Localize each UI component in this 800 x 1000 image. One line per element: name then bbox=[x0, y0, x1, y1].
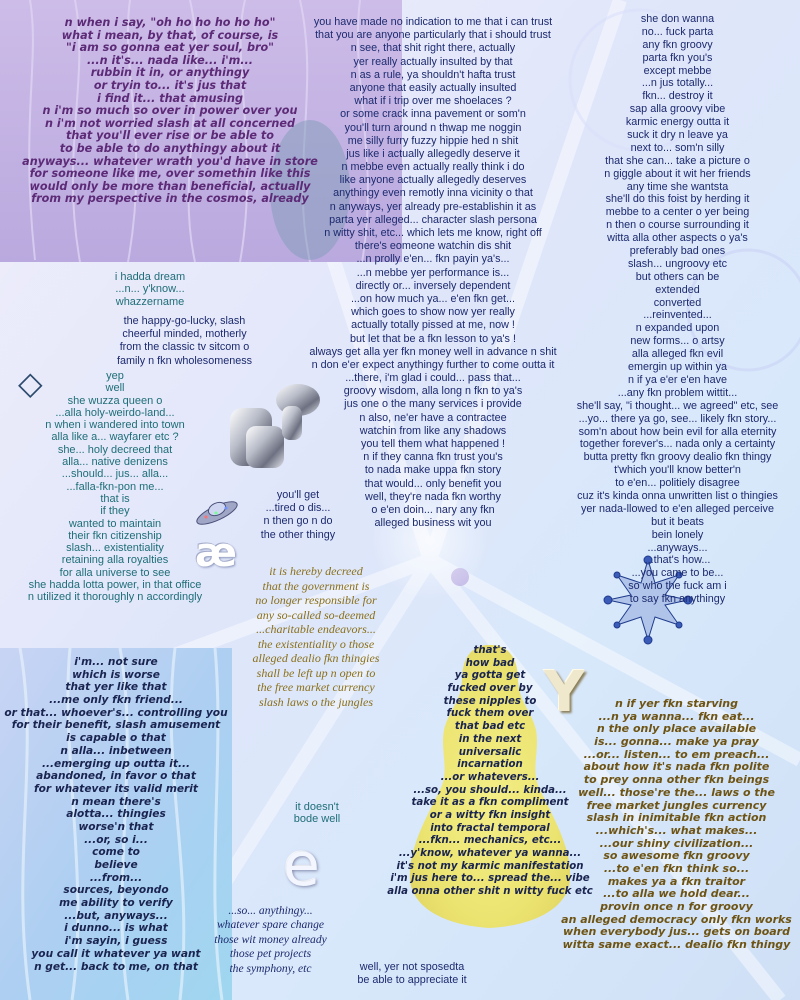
left-teal-line: ...should... jus... alla... bbox=[61, 468, 169, 481]
top-right-line: n expanded upon bbox=[635, 322, 720, 335]
bottom-left-line: worse'n that bbox=[78, 820, 154, 833]
top-center-line: there's eomeone watchin dis shit bbox=[354, 240, 512, 253]
top-right-line: n giggle about it wit her friends bbox=[604, 167, 751, 180]
top-center-line: n don e'er expect anythingy further to come outta it bbox=[311, 358, 555, 371]
buddha-line: i'm jus here to... spread the... vibe bbox=[390, 873, 590, 885]
starving-line: ...or... listen... to em preach... bbox=[583, 747, 770, 761]
top-center-line: which goes to show now yer really bbox=[351, 306, 515, 319]
bottom-left-line: which is worse bbox=[72, 668, 160, 681]
starving-line: an alleged democracy only fkn works bbox=[561, 912, 792, 926]
left-teal-line: yep bbox=[106, 370, 124, 382]
left-teal-line: their fkn citizenship bbox=[68, 529, 162, 542]
buddha-line: ya gotta get bbox=[454, 670, 526, 682]
top-right-line: next to... som'n silly bbox=[630, 141, 725, 154]
buddha-line: it's not my karmic manifestation bbox=[396, 860, 584, 872]
spare-change-line: the symphony, etc bbox=[229, 961, 312, 975]
buddha-line: or a witty fkn insight bbox=[429, 809, 551, 821]
top-right-line: som'n about how bein evil for alla eternity bbox=[578, 425, 777, 438]
top-left-line: would only be more than beneficial, actually bbox=[29, 179, 311, 193]
starving-line: when everybody jus... gets on board bbox=[563, 925, 790, 939]
top-left-line: from my perspective in the cosmos, already bbox=[31, 192, 309, 206]
top-center-line: but let that be a fkn lesson to ya's ! bbox=[350, 332, 516, 345]
starving-line: makes ya a fkn traitor bbox=[607, 874, 746, 888]
top-right-line: any fkn groovy bbox=[642, 38, 713, 51]
decree-line: the free market currency bbox=[257, 680, 375, 694]
top-center-line: yer really actually insulted by that bbox=[353, 55, 513, 68]
top-center-line: that you are anyone particularly that i should trust bbox=[315, 29, 551, 42]
bottom-left-line: i'm sayin, i guess bbox=[64, 935, 168, 948]
left-teal-line: wanted to maintain bbox=[68, 517, 162, 530]
top-center-line: n witty shit, etc... which lets me know, right off bbox=[324, 227, 542, 239]
block-youll-get bbox=[248, 490, 348, 543]
starving-line: n if yer fkn starving bbox=[615, 697, 738, 710]
top-right-line: ...n jus totally... bbox=[641, 77, 714, 90]
block-she-dont-wanna bbox=[555, 14, 800, 607]
bottom-left-line: me ability to verify bbox=[59, 897, 173, 910]
spare-change-line: whatever spare change bbox=[216, 918, 325, 932]
bottom-left-line: ...emerging up outta it... bbox=[41, 757, 191, 770]
decree-line: shall be left up n open to bbox=[256, 665, 376, 680]
top-center-line: jus one o the many services i provide bbox=[344, 398, 522, 411]
dream-navy-line: cheerful minded, motherly bbox=[122, 328, 247, 341]
top-left-line: ...n it's... nada like... i'm... bbox=[86, 53, 254, 67]
top-right-line: but others can be bbox=[635, 270, 720, 283]
starving-line: ...to alla we hold dear... bbox=[603, 887, 750, 901]
starving-line: is... gonna... make ya pray bbox=[594, 735, 759, 749]
top-left-line: n i'm so much so over in power over you bbox=[42, 104, 298, 118]
left-teal-line: n when i wandered into town bbox=[45, 419, 185, 432]
top-center-line: directly or... inversely dependent bbox=[355, 279, 511, 292]
decree-line: no longer responsible for bbox=[255, 593, 377, 607]
bottom-left-line: for whatever its valid merit bbox=[34, 782, 198, 795]
top-center-line: watchin from like any shadows bbox=[359, 424, 507, 437]
youll-get-line: you'll get bbox=[276, 489, 320, 501]
block-not-sposed bbox=[342, 962, 482, 988]
bottom-left-line: abandoned, in favor o that bbox=[36, 770, 196, 783]
left-teal-line: for alla universe to see bbox=[59, 566, 171, 579]
dream-teal-line: whazzername bbox=[115, 295, 185, 308]
top-right-line: to say fkn anythingy bbox=[629, 593, 726, 606]
top-center-line: that would... only benefit you bbox=[364, 477, 502, 490]
top-left-line: i find it... that amusing bbox=[97, 91, 243, 105]
block-trust bbox=[288, 17, 578, 531]
bottom-left-line: alotta... thingies bbox=[66, 808, 166, 821]
top-center-line: you tell them what happened ! bbox=[360, 438, 506, 450]
left-teal-line: ...falla-fkn-pon me... bbox=[66, 480, 164, 493]
diamond-icon: ◇ bbox=[18, 364, 43, 402]
top-center-line: n see, that shit right there, actually bbox=[350, 42, 516, 55]
top-left-line: what i mean, by that, of course, is bbox=[61, 28, 279, 42]
bottom-left-line: ...or, so i... bbox=[84, 833, 148, 846]
decree-line: it is hereby decreed bbox=[269, 564, 363, 578]
top-center-line: groovy wisdom, alla long n fkn to ya's bbox=[343, 385, 523, 398]
youll-get-line: the other thingy bbox=[260, 528, 336, 541]
bottom-left-line: ...from... bbox=[89, 871, 143, 884]
top-center-line: what if i trip over me shoelaces ? bbox=[354, 95, 512, 108]
bottom-left-line: i'm... not sure bbox=[74, 656, 158, 668]
spare-change-line: ...so... anythingy... bbox=[228, 904, 313, 917]
top-right-line: except mebbe bbox=[643, 64, 712, 77]
left-teal-line: she wuzza queen o bbox=[67, 394, 163, 407]
decree-line: the existentiality o those bbox=[257, 636, 375, 651]
top-right-line: fkn... destroy it bbox=[642, 90, 713, 103]
top-right-line: cuz it's kinda onna unwritten list o thingies bbox=[577, 489, 778, 502]
top-right-line: preferably bad ones bbox=[629, 245, 726, 258]
dream-navy-line: family n fkn wholesomeness bbox=[116, 354, 253, 367]
not-sposed-line: well, yer not sposedta bbox=[359, 961, 465, 973]
top-center-line: jus like i actually allegedly deserve it bbox=[346, 147, 520, 160]
top-right-line: ...reinvented... bbox=[643, 309, 712, 322]
top-right-line: but it beats bbox=[651, 515, 704, 528]
block-sitcom bbox=[97, 316, 272, 369]
top-center-line: n if they canna fkn trust you's bbox=[363, 451, 503, 464]
ae-glyph: æ bbox=[195, 530, 237, 576]
buddha-line: fuck them over bbox=[446, 708, 534, 720]
youll-get-line: ...tired o dis... bbox=[265, 502, 331, 515]
buddha-line: ...so, you should... kinda... bbox=[413, 784, 567, 796]
left-teal-line: n utilized it thoroughly n accordingly bbox=[27, 591, 203, 604]
buddha-line: incarnation bbox=[457, 759, 523, 771]
left-teal-line: retaining alla royalties bbox=[61, 554, 169, 567]
starving-line: witta same exact... dealio fkn thingy bbox=[562, 938, 791, 952]
top-right-line: bein lonely bbox=[651, 528, 704, 541]
starving-line: ...n ya wanna... fkn eat... bbox=[598, 709, 755, 723]
buddha-line: universalic bbox=[458, 746, 522, 758]
top-center-line: n as a rule, ya shouldn't hafta trust bbox=[350, 68, 516, 81]
top-center-line: parta yer alleged... character slash persona bbox=[329, 213, 537, 226]
bode-line: it doesn't bbox=[295, 801, 339, 813]
top-left-line: that you'll ever rise or be able to bbox=[66, 129, 274, 143]
starving-line: free market jungles currency bbox=[586, 798, 767, 812]
bottom-left-line: ...me only fkn friend... bbox=[49, 694, 183, 707]
starving-line: slash in inimitable fkn action bbox=[586, 811, 767, 825]
buddha-line: ...y'know, whatever ya wanna... bbox=[398, 848, 582, 859]
decree-line: alleged dealio fkn thingies bbox=[252, 651, 380, 665]
top-center-line: actually totally pissed at me, now ! bbox=[351, 319, 515, 332]
top-right-line: ...anyways... bbox=[647, 541, 708, 554]
block-dream bbox=[80, 272, 220, 309]
top-center-line: me silly furry fuzzy hippie hed n shit bbox=[347, 134, 519, 147]
block-spare-change bbox=[188, 905, 353, 977]
y-glyph: Y bbox=[544, 660, 585, 725]
top-right-line: ...you came to be... bbox=[631, 567, 724, 580]
starving-line: ...to e'en fkn think so... bbox=[603, 861, 750, 875]
top-right-line: butta pretty fkn groovy dealio fkn thingy bbox=[583, 451, 772, 464]
buddha-line: how bad bbox=[465, 657, 515, 669]
top-right-line: converted bbox=[653, 296, 702, 309]
top-right-line: ...that's how... bbox=[644, 554, 711, 567]
buddha-line: take it as a fkn compliment bbox=[411, 797, 569, 809]
buddha-line: these nipples to bbox=[443, 695, 537, 707]
top-center-line: well, they're nada fkn worthy bbox=[365, 490, 501, 503]
buddha-line: into fractal temporal bbox=[430, 822, 550, 834]
block-starving bbox=[553, 698, 800, 952]
starving-line: provin once n for groovy bbox=[600, 900, 753, 913]
top-center-line: or some crack inna pavement or som'n bbox=[340, 108, 526, 121]
top-right-line: no... fuck parta bbox=[641, 25, 714, 38]
left-teal-line: well bbox=[105, 382, 125, 395]
starving-line: well... those're the... laws o the bbox=[578, 785, 775, 799]
not-sposed-line: be able to appreciate it bbox=[357, 974, 467, 987]
bottom-left-line: believe bbox=[94, 859, 138, 871]
top-right-line: any time she wantsta bbox=[626, 180, 729, 193]
buddha-line: in the next bbox=[458, 733, 522, 745]
bottom-left-line: n alla... inbetween bbox=[60, 744, 172, 757]
dream-teal-line: ...n... y'know... bbox=[115, 283, 185, 296]
top-right-line: to e'en... politiely disagree bbox=[615, 477, 740, 490]
top-center-line: n mebbe even actually really think i do bbox=[341, 161, 525, 174]
starving-line: n the only place available bbox=[596, 722, 757, 736]
top-right-line: t'which you'll know better'n bbox=[614, 464, 741, 477]
top-right-line: new forms... o artsy bbox=[630, 335, 725, 348]
left-teal-line: slash... existentiality bbox=[66, 542, 164, 555]
left-teal-line: if they bbox=[100, 505, 130, 518]
top-center-line: n also, ne'er have a contractee bbox=[359, 411, 507, 424]
starving-line: so awesome fkn groovy bbox=[603, 849, 750, 863]
bottom-left-line: n mean there's bbox=[71, 795, 161, 808]
top-left-line: anyways... whatever wrath you'd have in store bbox=[22, 154, 318, 168]
starving-line: to prey onna other fkn beings bbox=[583, 773, 770, 787]
buddha-line: fucked over by bbox=[447, 683, 533, 695]
starving-line: ...which's... what makes... bbox=[595, 823, 758, 837]
top-center-line: n anyways, yer already pre-establishin it as bbox=[329, 200, 537, 213]
block-queen bbox=[0, 371, 230, 605]
top-left-line: n when i say, "oh ho ho ho ho ho" bbox=[64, 16, 276, 29]
top-left-line: n i'm not worried slash at all concerned bbox=[45, 116, 295, 130]
top-center-line: o e'en doin... nary any fkn bbox=[371, 503, 495, 516]
top-left-line: or tryin to... it's jus that bbox=[93, 78, 247, 92]
left-teal-line: she hadda lotta power, in that office bbox=[28, 579, 202, 592]
top-right-line: together forever's... nada only a certainty bbox=[579, 438, 776, 451]
top-right-line: slash... ungroovy etc bbox=[627, 257, 728, 270]
buddha-line: ...or whatevers... bbox=[440, 771, 540, 783]
top-right-line: she'll do this foist by herding it bbox=[605, 193, 750, 206]
bottom-left-line: sources, beyondo bbox=[63, 884, 169, 897]
top-right-line: that she can... take a picture o bbox=[605, 154, 750, 167]
top-center-line: anythingy even remotly inna vicinity o that bbox=[333, 187, 533, 200]
top-center-line: always get alla yer fkn money well in advance n shit bbox=[309, 345, 557, 358]
top-left-line: to be able to do anythingy about it bbox=[59, 141, 281, 155]
bottom-left-line: come to bbox=[92, 846, 140, 859]
buddha-line: alla onna other shit n witty fuck etc bbox=[387, 886, 593, 898]
top-center-line: ...n prolly e'en... fkn payin ya's... bbox=[356, 253, 510, 266]
spare-change-line: those pet projects bbox=[229, 947, 312, 961]
bottom-left-line: for their benefit, slash amusement bbox=[11, 719, 221, 732]
top-right-line: parta fkn you's bbox=[642, 51, 713, 64]
top-right-line: mebbe to a center o yer being bbox=[605, 206, 750, 219]
bottom-left-line: that yer like that bbox=[65, 681, 167, 694]
decree-line: slash laws o the jungles bbox=[258, 694, 373, 709]
top-right-line: sap alla groovy vibe bbox=[629, 103, 726, 116]
top-center-line: ...there, i'm glad i could... pass that... bbox=[345, 372, 521, 385]
top-right-line: yer nada-llowed to e'en alleged perceive bbox=[581, 502, 774, 515]
dream-navy-line: the happy-go-lucky, slash bbox=[123, 315, 246, 327]
top-right-line: ...any fkn problem wittit... bbox=[617, 386, 738, 399]
starving-line: ...our shiny civilization... bbox=[599, 836, 754, 850]
top-right-line: ...yo... there ya go, see... likely fkn story... bbox=[578, 412, 777, 425]
top-center-line: anyone that easily actually insulted bbox=[349, 81, 517, 94]
bottom-left-line: n get... back to me, on that bbox=[34, 960, 198, 973]
left-teal-line: alla like a... wayfarer etc ? bbox=[51, 431, 179, 444]
left-teal-line: alla... native denizens bbox=[62, 456, 168, 469]
decree-line: any so-called so-deemed bbox=[256, 607, 376, 622]
starving-line: about how it's nada fkn polite bbox=[583, 760, 770, 774]
decree-line: that the government is bbox=[262, 578, 370, 593]
bottom-left-line: you call it whatever ya want bbox=[31, 947, 201, 960]
top-right-line: witta alla other aspects o ya's bbox=[607, 232, 748, 245]
top-left-line: for someone like me, over somethin like this bbox=[29, 167, 311, 181]
dream-teal-line: i hadda dream bbox=[114, 271, 186, 283]
top-left-line: "i am so gonna eat yer soul, bro" bbox=[66, 41, 274, 55]
top-right-line: emergin up within ya bbox=[627, 361, 728, 374]
top-right-line: she don wanna bbox=[640, 13, 715, 25]
top-right-line: alla alleged fkn evil bbox=[631, 348, 724, 361]
top-center-line: alleged business wit you bbox=[374, 517, 492, 530]
top-right-line: so who the fuck am i bbox=[628, 580, 727, 593]
decree-line: ...charitable endeavors... bbox=[256, 622, 376, 636]
spare-change-line: those wit money already bbox=[214, 932, 327, 946]
top-right-line: n if ya e'er e'en have bbox=[628, 373, 727, 386]
top-center-line: you'll turn around n thwap me noggin bbox=[344, 121, 522, 134]
left-teal-line: she... holy decreed that bbox=[57, 443, 173, 456]
block-bode bbox=[282, 802, 352, 827]
top-center-line: to nada make uppa fkn story bbox=[364, 464, 502, 477]
dream-navy-line: from the classic tv sitcom o bbox=[119, 341, 250, 354]
buddha-line: that's bbox=[473, 645, 507, 656]
e-glyph: e bbox=[283, 830, 320, 900]
top-right-line: suck it dry n leave ya bbox=[627, 129, 728, 142]
top-center-line: like anyone actually allegedly deserves bbox=[339, 174, 527, 187]
bode-line: bode well bbox=[293, 813, 341, 826]
buddha-line: ...fkn... mechanics, etc... bbox=[418, 835, 562, 847]
top-right-line: n then o course surrounding it bbox=[606, 219, 749, 232]
top-center-line: ...n mebbe yer performance is... bbox=[356, 266, 510, 279]
left-teal-line: ...alla holy-weirdo-land... bbox=[55, 406, 175, 419]
left-teal-line: that is bbox=[100, 492, 130, 505]
top-right-line: extended bbox=[655, 283, 700, 296]
top-center-line: you have made no indication to me that i can trust bbox=[313, 16, 553, 28]
buddha-line: that bad etc bbox=[454, 721, 526, 733]
youll-get-line: n then go n do bbox=[263, 515, 333, 528]
top-right-line: she'll say, "i thought... we agreed" etc, see bbox=[576, 399, 779, 412]
top-center-line: ...on how much ya... e'en fkn get... bbox=[350, 292, 516, 305]
top-right-line: karmic energy outta it bbox=[625, 116, 730, 129]
bottom-left-line: is capable o that bbox=[66, 732, 166, 745]
bottom-left-line: ...but, anyways... bbox=[64, 909, 168, 922]
top-left-line: rubbin it in, or anythingy bbox=[90, 66, 250, 80]
bottom-left-line: or that... whoever's... controlling you bbox=[4, 706, 228, 719]
bottom-left-line: i dunno... is what bbox=[64, 922, 168, 935]
